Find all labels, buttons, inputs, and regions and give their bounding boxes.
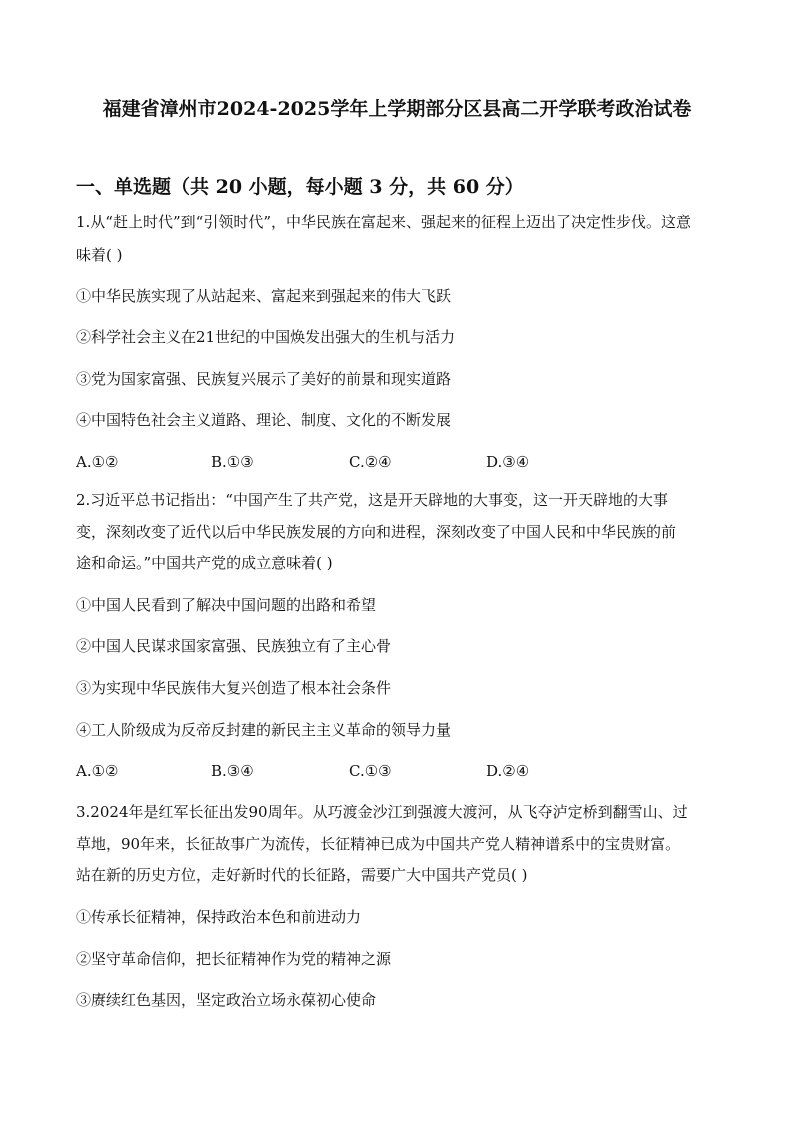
q2-option-d: D.②④ bbox=[486, 762, 530, 780]
q3-statement-2: ②坚守革命信仰，把长征精神作为党的精神之源 bbox=[76, 950, 392, 968]
q1-option-d: D.③④ bbox=[486, 453, 530, 471]
q1-stem-line-2: 味着( ) bbox=[76, 246, 123, 264]
q2-stem-line-2: 变，深刻改变了近代以后中华民族发展的方向和进程，深刻改变了中国人民和中华民族的前 bbox=[76, 523, 677, 541]
q2-statement-4: ④工人阶级成为反帝反封建的新民主主义革命的领导力量 bbox=[76, 721, 452, 739]
q1-statement-2: ②科学社会主义在21世纪的中国焕发出强大的生机与活力 bbox=[76, 328, 456, 346]
q1-statement-3: ③党为国家富强、民族复兴展示了美好的前景和现实道路 bbox=[76, 370, 452, 388]
q2-statement-1: ①中国人民看到了解决中国问题的出路和希望 bbox=[76, 596, 377, 614]
section-heading: 一、单选题（共 20 小题，每小题 3 分，共 60 分） bbox=[76, 176, 524, 198]
q3-stem-line-3: 站在新的历史方位，走好新时代的长征路，需要广大中国共产党员( ) bbox=[76, 866, 528, 884]
q3-statement-1: ①传承长征精神，保持政治本色和前进动力 bbox=[76, 908, 362, 926]
q2-statement-2: ②中国人民谋求国家富强、民族独立有了主心骨 bbox=[76, 637, 392, 655]
q1-option-c: C.②④ bbox=[349, 453, 392, 471]
q3-statement-3: ③赓续红色基因，坚定政治立场永葆初心使命 bbox=[76, 991, 377, 1009]
q2-stem-line-1: 2.习近平总书记指出：“中国产生了共产党，这是开天辟地的大事变，这一开天辟地的大事 bbox=[76, 491, 668, 509]
q3-stem-line-2: 草地，90年来，长征故事广为流传，长征精神已成为中国共产党人精神谱系中的宝贵财富。 bbox=[76, 835, 681, 853]
q2-statement-3: ③为实现中华民族伟大复兴创造了根本社会条件 bbox=[76, 679, 392, 697]
q3-stem-line-1: 3.2024年是红军长征出发90周年。从巧渡金沙江到强渡大渡河，从飞夺泸定桥到翻雪山、过 bbox=[76, 803, 688, 821]
exam-title: 福建省漳州市2024-2025学年上学期部分区县高二开学联考政治试卷 bbox=[102, 98, 692, 120]
q2-option-a: A.①② bbox=[76, 762, 119, 780]
q2-option-b: B.③④ bbox=[211, 762, 254, 780]
q1-statement-4: ④中国特色社会主义道路、理论、制度、文化的不断发展 bbox=[76, 411, 452, 429]
q2-option-c: C.①③ bbox=[349, 762, 392, 780]
q1-statement-1: ①中华民族实现了从站起来、富起来到强起来的伟大飞跃 bbox=[76, 287, 452, 305]
q1-option-a: A.①② bbox=[76, 453, 119, 471]
q1-stem-line-1: 1.从“赶上时代”到“引领时代”，中华民族在富起来、强起来的征程上迈出了决定性步伐。这意 bbox=[76, 213, 691, 231]
q2-stem-line-3: 途和命运。”中国共产党的成立意味着( ) bbox=[76, 554, 333, 572]
q1-option-b: B.①③ bbox=[211, 453, 254, 471]
